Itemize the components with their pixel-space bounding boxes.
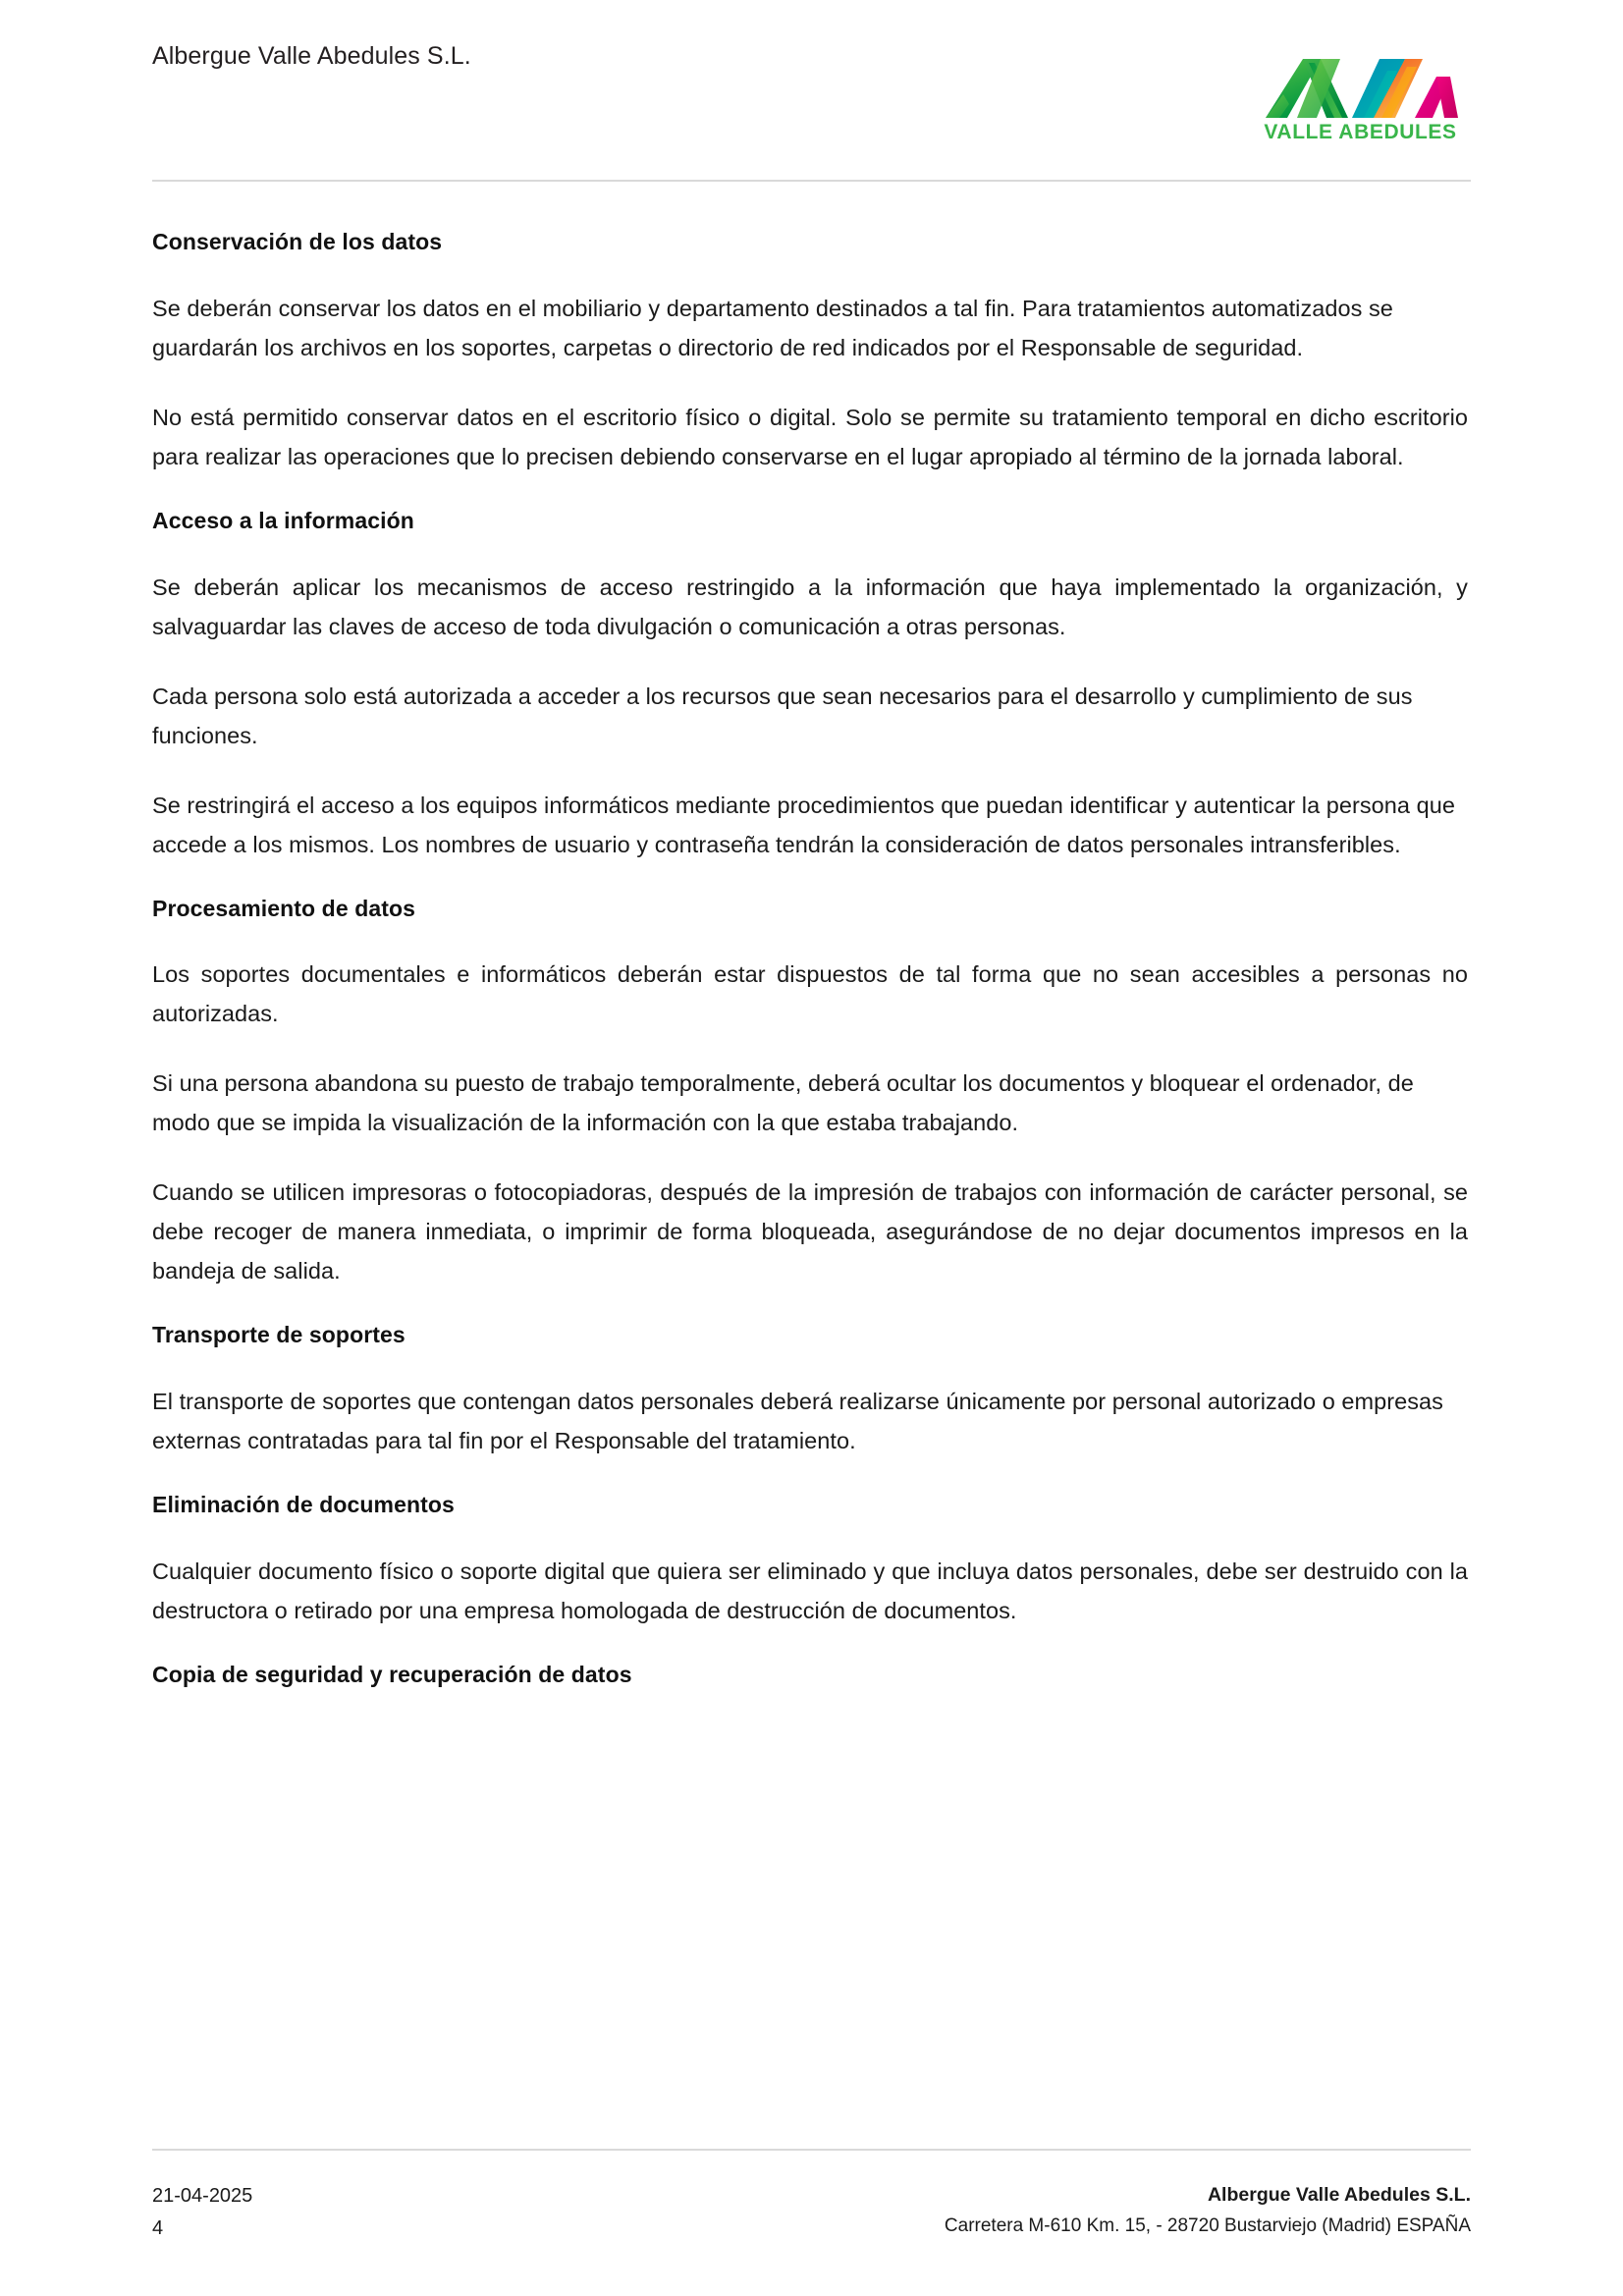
footer-left <box>152 2180 252 2245</box>
section-heading: Procesamiento de datos <box>152 895 416 921</box>
paragraph: Los soportes documentales e informáticos deberán estar dispuestos de tal forma que no sean accesibles a personas no autorizadas. <box>152 961 1468 1027</box>
page-footer <box>152 2149 1471 2245</box>
footer-address: Carretera M-610 Km. 15, - 28720 Bustarviejo (Madrid) ESPAÑA <box>944 2215 1471 2236</box>
page-header <box>0 0 1623 187</box>
paragraph: Cualquier documento físico o soporte digital que quiera ser eliminado y que incluya datos personales, debe ser destruido con la destructora o retirado por una empresa homologada de destrucción de documentos. <box>152 1558 1468 1623</box>
section-heading: Transporte de soportes <box>152 1322 406 1348</box>
section-procesamiento-de-datos <box>152 895 1468 1291</box>
paragraph: Se restringirá el acceso a los equipos informáticos mediante procedimientos que puedan identificar y autenticar la persona que accede a los mismos. Los nombres de usuario y contraseña tendrán la consideración de datos personales intransferibles. <box>152 792 1455 857</box>
header-row <box>152 0 1471 157</box>
header-company-name: Albergue Valle Abedules S.L. <box>152 42 471 70</box>
company-logo <box>1250 33 1471 144</box>
section-heading: Eliminación de documentos <box>152 1492 455 1517</box>
footer-page-number: 4 <box>152 2217 164 2239</box>
document-content <box>152 228 1468 1722</box>
section-heading: Copia de seguridad y recuperación de datos <box>152 1661 632 1687</box>
section-acceso-a-la-informacion <box>152 507 1468 864</box>
footer-divider <box>152 2149 1471 2151</box>
valle-abedules-mountain-logo <box>1258 33 1464 120</box>
section-transporte-de-soportes <box>152 1321 1468 1460</box>
paragraph: Si una persona abandona su puesto de trabajo temporalmente, deberá ocultar los documentos y bloquear el ordenador, de modo que se impida la visualización de la información con la que estaba trabajando. <box>152 1070 1414 1136</box>
paragraph: Se deberán aplicar los mecanismos de acceso restringido a la información que haya implementado la organización, y salvaguardar las claves de acceso de toda divulgación o comunicación a otras personas. <box>152 574 1468 639</box>
paragraph: El transporte de soportes que contengan datos personales deberá realizarse únicamente por personal autorizado o empresas externas contratadas para tal fin por el Responsable del tratamiento. <box>152 1389 1443 1453</box>
paragraph: Se deberán conservar los datos en el mobiliario y departamento destinados a tal fin. Para tratamientos automatizados se guardarán los archivos en los soportes, carpetas o directorio de red indicados por el Responsable de seguridad. <box>152 295 1393 360</box>
paragraph: Cuando se utilicen impresoras o fotocopiadoras, después de la impresión de trabajos con información de carácter personal, se debe recoger de manera inmediata, o imprimir de forma bloqueada, asegurándose de no dejar documentos impresos en la bandeja de salida. <box>152 1179 1468 1285</box>
header-divider <box>152 180 1471 182</box>
paragraph: Cada persona solo está autorizada a acceder a los recursos que sean necesarios para el desarrollo y cumplimiento de sus funciones. <box>152 683 1413 748</box>
footer-columns <box>152 2180 1471 2245</box>
footer-company-name: Albergue Valle Abedules S.L. <box>1207 2184 1471 2206</box>
section-copia-de-seguridad-y-recuperacion-de-datos <box>152 1661 1468 1689</box>
section-eliminacion-de-documentos <box>152 1491 1468 1630</box>
paragraph: No está permitido conservar datos en el escritorio físico o digital. Solo se permite su tratamiento temporal en dicho escritorio para realizar las operaciones que lo precisen debiendo conservarse en el lugar apropiado al término de la jornada laboral. <box>152 404 1468 469</box>
logo-wordmark: VALLE ABEDULES <box>1264 121 1457 143</box>
footer-date: 21-04-2025 <box>152 2185 253 2207</box>
section-heading: Conservación de los datos <box>152 229 443 254</box>
section-heading: Acceso a la información <box>152 507 414 533</box>
footer-right <box>945 2180 1471 2241</box>
section-conservacion-de-los-datos <box>152 228 1468 476</box>
